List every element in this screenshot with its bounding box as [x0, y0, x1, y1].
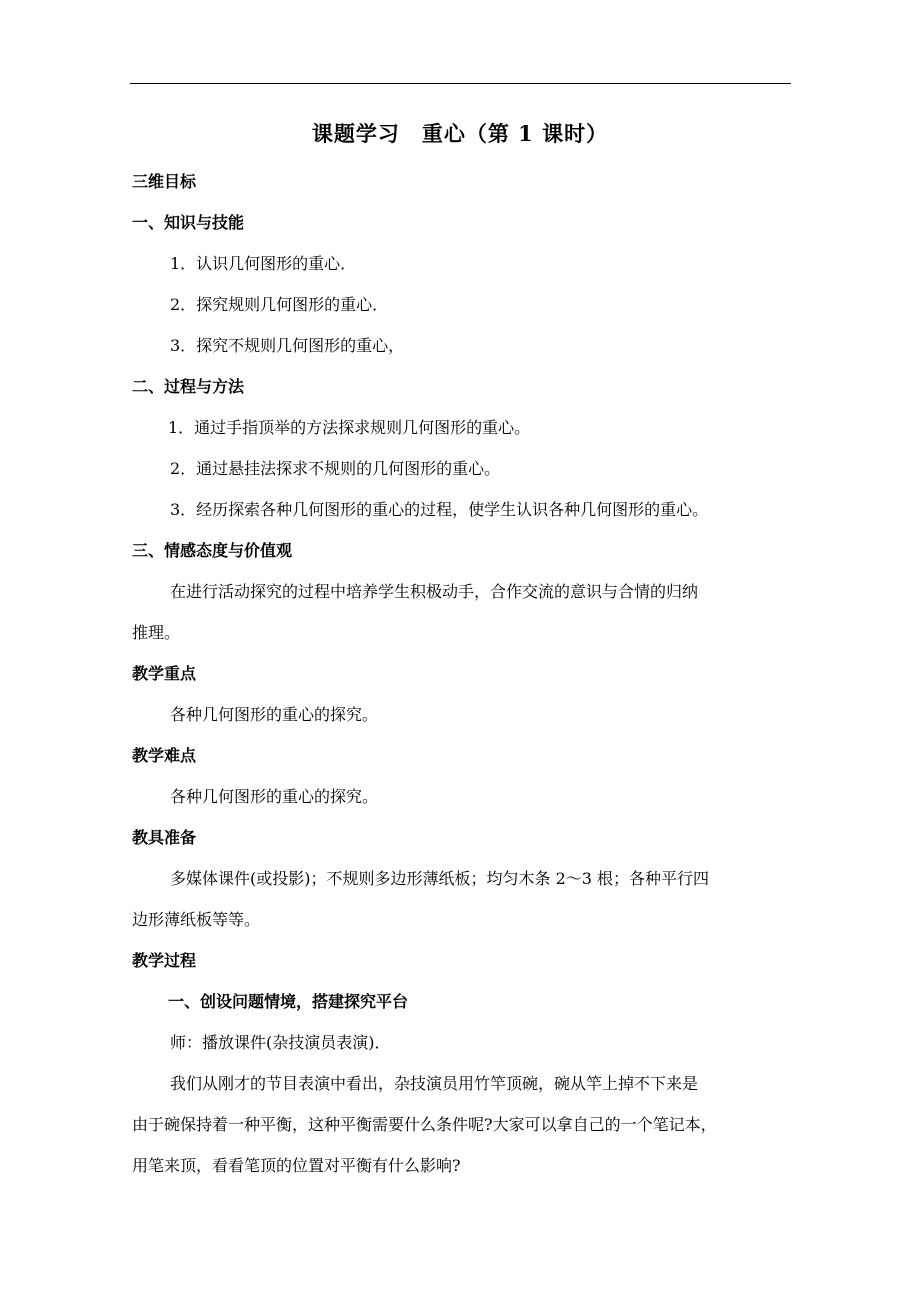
qinggan-para-line2: 推理。: [132, 623, 181, 642]
teacher-line: 师：播放课件(杂技演员表演)．: [170, 1033, 391, 1052]
zhongdian-text: 各种几何图形的重心的探究。: [170, 705, 379, 724]
jiaoxue-para-line3: 用笔来顶，看看笔顶的位置对平衡有什么影响?: [132, 1156, 461, 1175]
heading-nandian: 教学难点: [132, 746, 197, 765]
guocheng-item-1: 1．通过手指顶举的方法探求规则几何图形的重心。: [168, 418, 531, 437]
heading-sanwei: 三维目标: [132, 172, 197, 191]
heading-guocheng: 二、过程与方法: [132, 377, 245, 396]
heading-jiaoju: 教具准备: [132, 828, 197, 847]
page-title: 课题学习 重心（第 1 课时）: [311, 121, 609, 146]
zhishi-item-3: 3．探究不规则几何图形的重心，: [170, 336, 405, 355]
guocheng-item-3: 3．经历探索各种几何图形的重心的过程，使学生认识各种几何图形的重心。: [170, 500, 709, 519]
jiaoxue-para-line1: 我们从刚才的节目表演中看出，杂技演员用竹竿顶碗，碗从竿上掉不下来是: [170, 1074, 699, 1093]
heading-zhishi: 一、知识与技能: [132, 213, 245, 232]
heading-zhongdian: 教学重点: [132, 664, 197, 683]
heading-qinggan: 三、情感态度与价值观: [132, 541, 293, 560]
zhishi-item-2: 2．探究规则几何图形的重心．: [170, 295, 389, 314]
jiaoxue-para-line2: 由于碗保持着一种平衡，这种平衡需要什么条件呢?大家可以拿自己的一个笔记本，: [132, 1115, 717, 1134]
jiaoju-line1: 多媒体课件(或投影)；不规则多边形薄纸板；均匀木条 2～3 根；各种平行四: [170, 869, 710, 888]
heading-jiaoxue: 教学过程: [132, 951, 197, 970]
qinggan-para-line1: 在进行活动探究的过程中培养学生积极动手，合作交流的意识与合情的归纳: [170, 582, 699, 601]
jiaoju-line2: 边形薄纸板等等。: [132, 910, 261, 929]
header-rule: [130, 83, 791, 84]
guocheng-item-2: 2．通过悬挂法探求不规则的几何图形的重心。: [170, 459, 501, 478]
zhishi-item-1: 1．认识几何图形的重心．: [170, 254, 357, 273]
nandian-text: 各种几何图形的重心的探究。: [170, 787, 379, 806]
jiaoxue-sub-heading: 一、创设问题情境，搭建探究平台: [168, 992, 409, 1011]
